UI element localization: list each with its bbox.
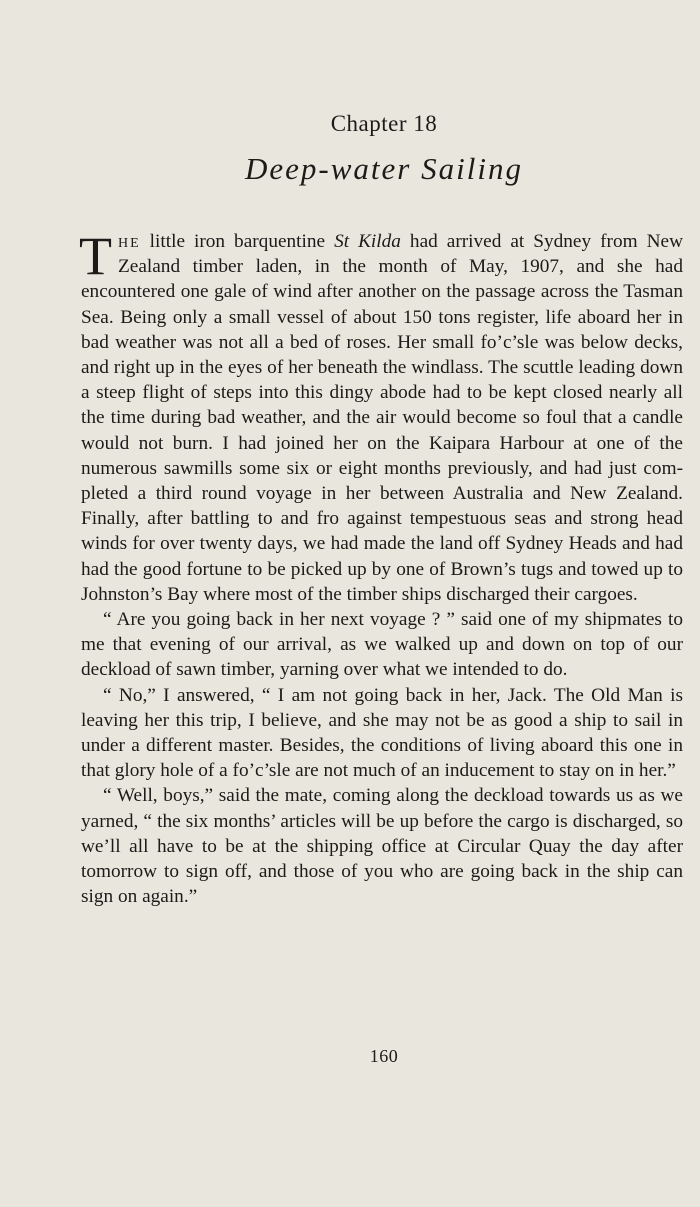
- drop-cap: T: [79, 226, 112, 286]
- chapter-number: Chapter 18: [330, 111, 438, 136]
- opening-text-after-ship: had arrived at Sydney from New Zealand timber laden, in the month of May, 1907, and she had encountered one gale of wind after another on the passage across the Tasman Sea. Being only a small vessel of about 150 tons register, life aboard her in bad weather was not all a bed of roses. Her small fo’c’sle was below decks, and right up in the eyes of her beneath the windlass. The scuttle leading down a steep flight of steps into this dingy abode had to be kept closed nearly all the time during bad weather, and the air would become so foul that a candle would not burn. I had joined her on the Kaipara Harbour at one of the numerous sawmills some six or eight months previously, and had just com-pleted a third round voyage in her between Australia and New Zealand. Finally, after battling to and fro against tempestuous seas and strong head winds for over twenty days, we had made the land off Sydney Heads and had had the good fortune to be picked up by one of Brown’s tugs and towed up to Johnston’s Bay where most of the timber ships discharged their cargoes.: [81, 231, 683, 605]
- opening-small-caps: he: [118, 231, 141, 252]
- chapter-title: Deep-water Sailing: [245, 151, 523, 186]
- page-number: 160: [369, 1046, 399, 1066]
- ship-name: St Kilda: [334, 231, 401, 252]
- opening-text-before-ship: little iron barquentine: [140, 231, 335, 252]
- chapter-body: [79, 226, 683, 909]
- paragraph: “ No,” I answered, “ I am not going back in her, Jack. The Old Man is leaving her this trip, I believe, and she may not be as good a ship to sail in under a different master. Besides, the conditions of living aboard this one in that glory hole of a fo’c’sle are not much of an inducement to stay on in her.”: [81, 684, 683, 782]
- paragraph: “ Are you going back in her next voyage ? ” said one of my shipmates to me that evening of our arrival, as we walked up and down on top of our deckload of sawn timber, yarning over what we intended to do.: [81, 609, 683, 681]
- paragraph: “ Well, boys,” said the mate, coming along the deckload towards us as we yarned, “ the six months’ articles will be up before the cargo is discharged, so we’ll all have to be at the shipping office at Circular Quay the day after tomorrow to sign off, and those of you who are going back in the ship can sign on again.”: [81, 785, 683, 908]
- opening-paragraph: [79, 226, 683, 607]
